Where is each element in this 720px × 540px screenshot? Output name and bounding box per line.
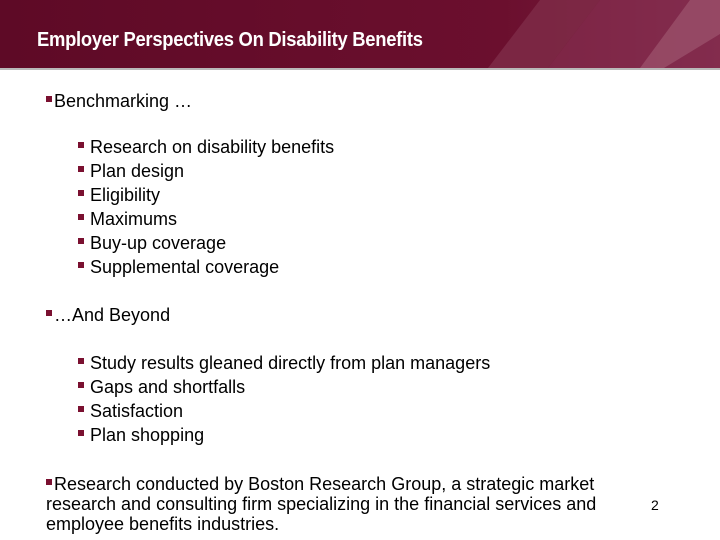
bullet-marker — [78, 190, 84, 196]
list-item: Satisfaction — [78, 401, 183, 422]
research-note: Research conducted by Boston Research Group, a strategic market research and consulting firm specializing in the financial services and employee benefits industries. — [46, 474, 597, 534]
list-item: Plan design — [78, 161, 184, 182]
bullet-marker — [46, 96, 52, 102]
bullet-marker — [78, 382, 84, 388]
bullet-marker — [78, 238, 84, 244]
section-heading-benchmarking: Benchmarking … — [46, 91, 192, 112]
bullet-marker — [46, 479, 52, 485]
list-item: Buy-up coverage — [78, 233, 226, 254]
page-title: Employer Perspectives On Disability Benefits — [37, 29, 423, 51]
bullet-marker — [78, 262, 84, 268]
list-item: Plan shopping — [78, 425, 204, 446]
bullet-marker — [46, 310, 52, 316]
list-item: Maximums — [78, 209, 177, 230]
bullet-marker — [78, 166, 84, 172]
bullet-marker — [78, 406, 84, 412]
header-divider — [0, 68, 720, 70]
list-item: Supplemental coverage — [78, 257, 279, 278]
bullet-marker — [78, 358, 84, 364]
bullet-marker — [78, 142, 84, 148]
page-number: 2 — [651, 497, 659, 513]
section-heading-and-beyond: …And Beyond — [46, 305, 170, 326]
list-item: Research on disability benefits — [78, 137, 334, 158]
bullet-marker — [78, 430, 84, 436]
list-item: Study results gleaned directly from plan managers — [78, 353, 490, 374]
bullet-marker — [78, 214, 84, 220]
list-item: Eligibility — [78, 185, 160, 206]
list-item: Gaps and shortfalls — [78, 377, 245, 398]
